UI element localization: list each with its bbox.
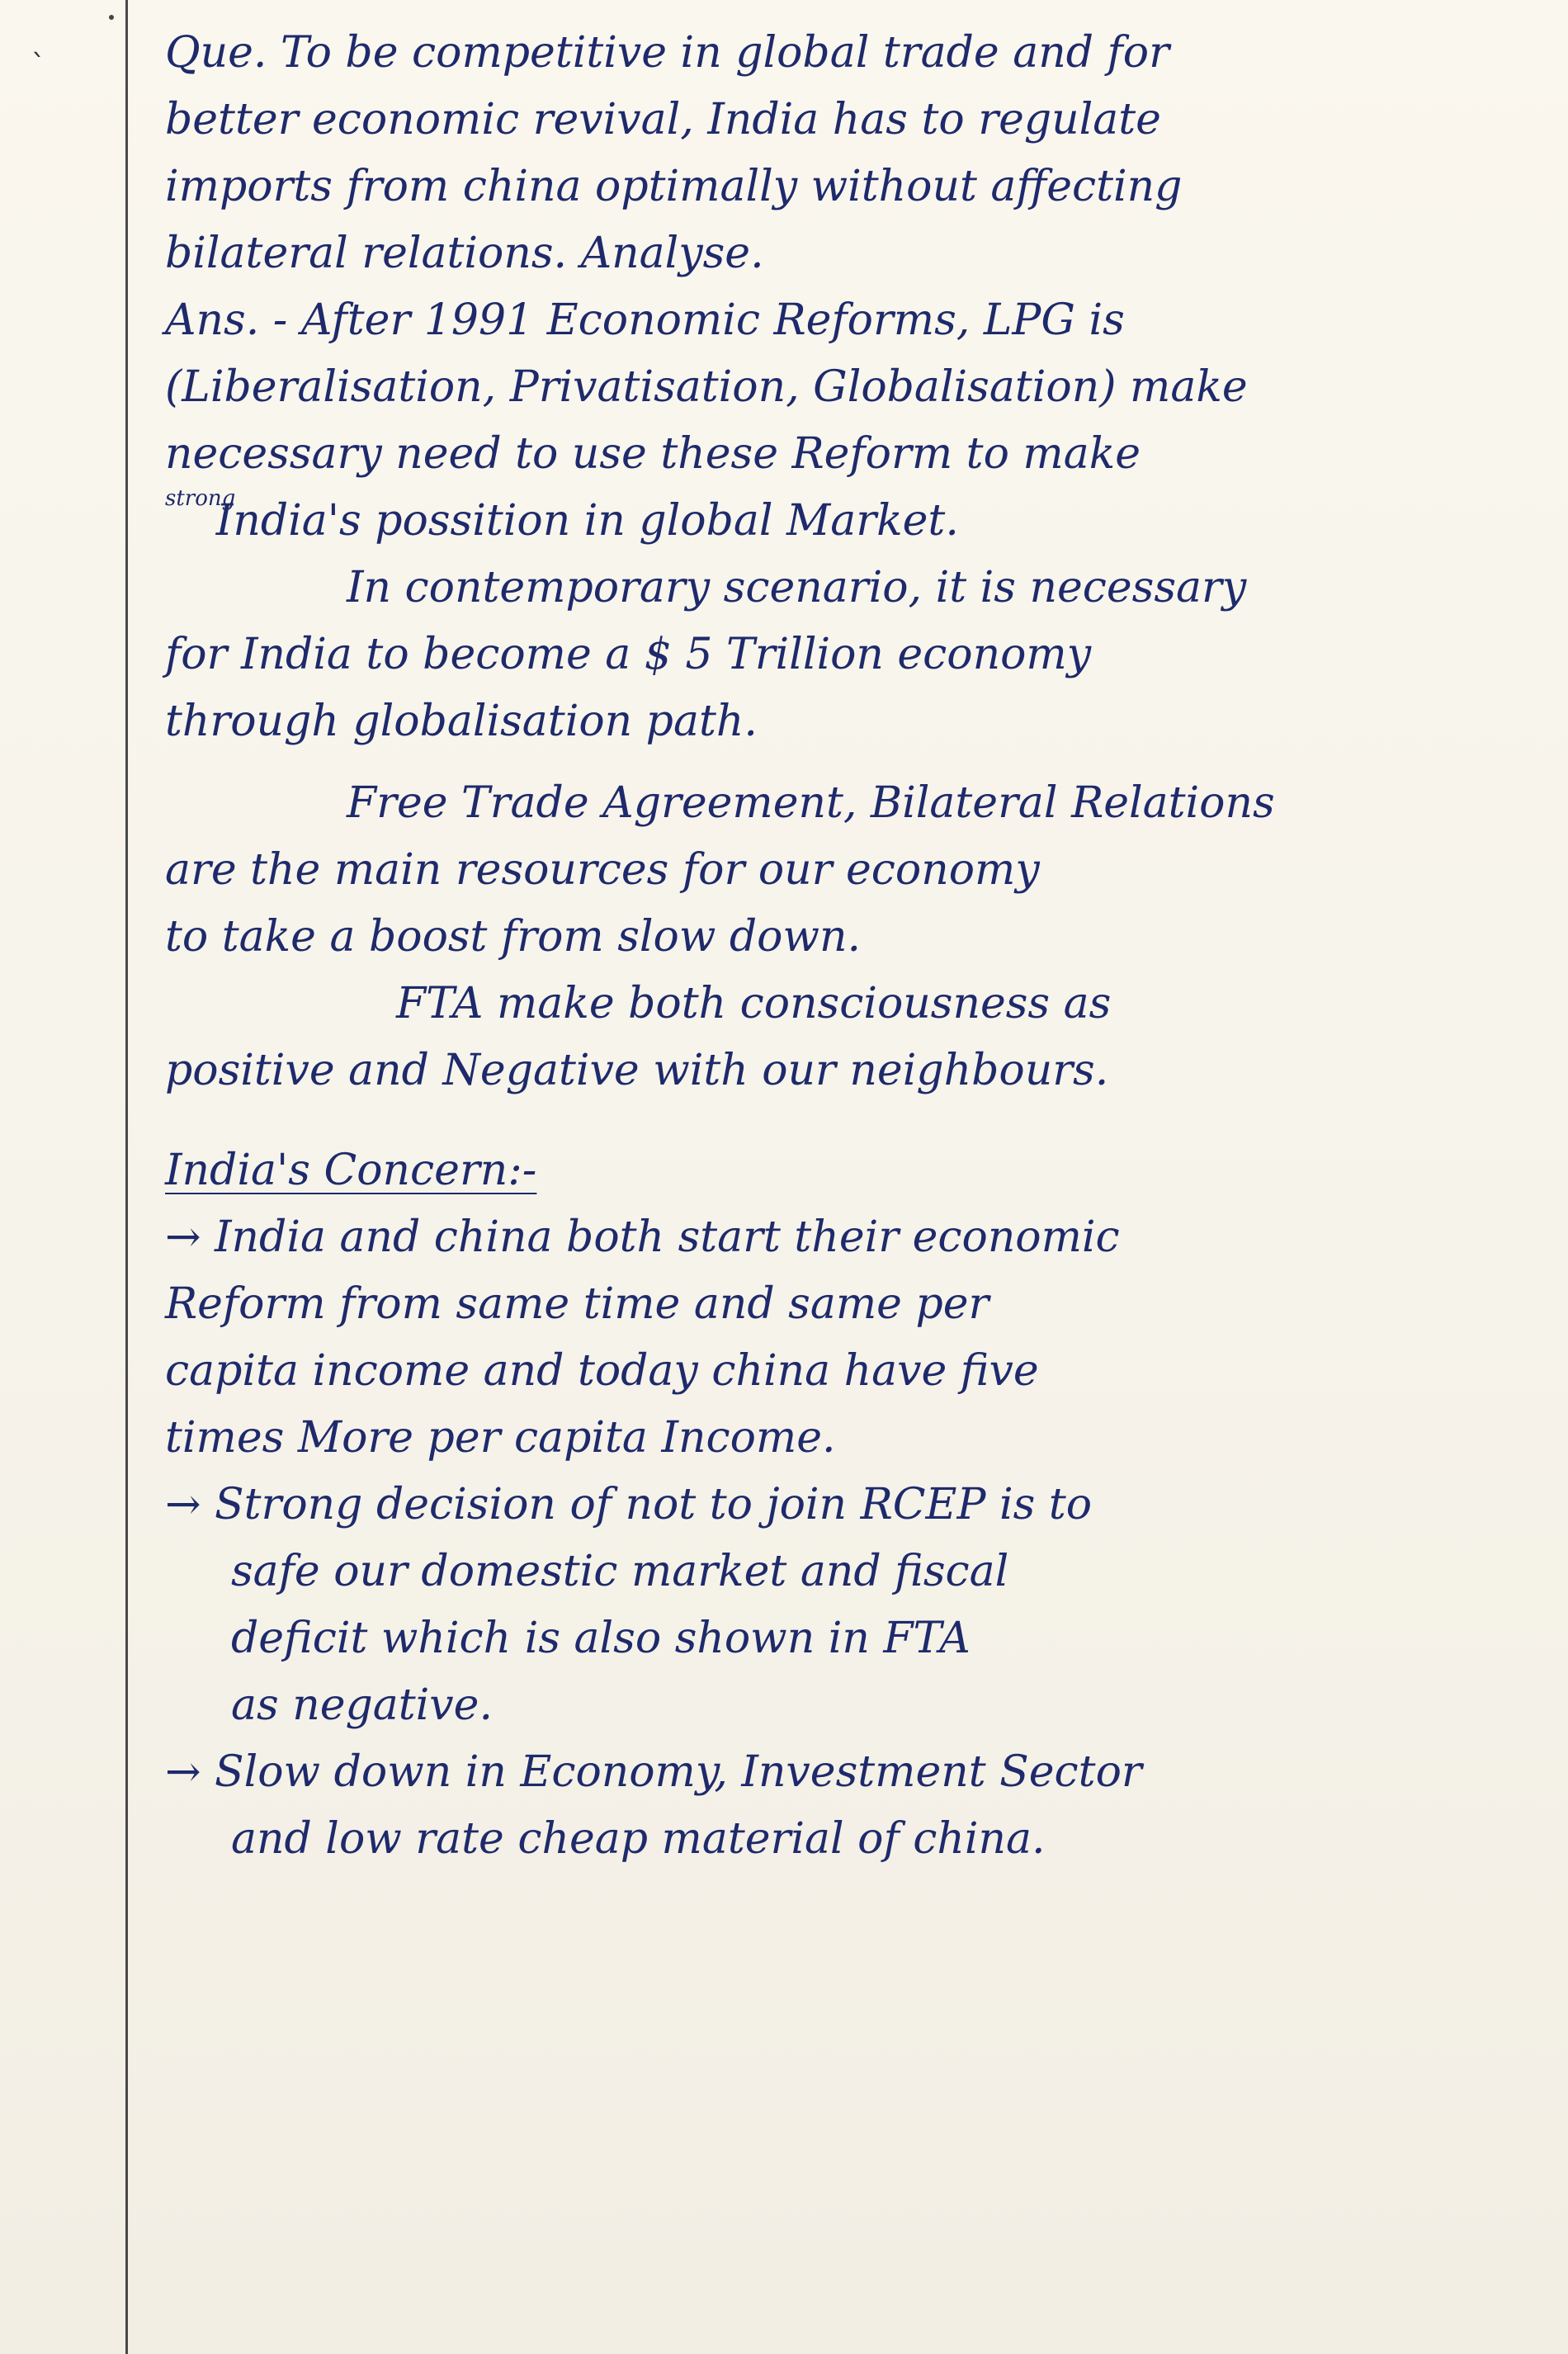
answer-line: are the main resources for our economy	[165, 845, 1040, 895]
bullet-first-line	[165, 1204, 1518, 1271]
question-block	[165, 20, 1518, 287]
concern-heading	[165, 1137, 1518, 1204]
bullet-line: times More per capita Income.	[165, 1413, 836, 1463]
bullet-line: capita income and today china have five	[165, 1346, 1039, 1396]
corner-dot	[109, 15, 114, 20]
answer-paragraph-3	[165, 770, 1518, 971]
bullet-line: as negative.	[231, 1680, 493, 1730]
bullet-line: safe our domestic market and fiscal	[231, 1547, 1009, 1596]
bullet-line: deficit which is also shown in FTA	[231, 1614, 971, 1663]
concern-section	[165, 1137, 1518, 1873]
bullet-line: Reform from same time and same per	[165, 1279, 989, 1329]
bullet-text: India and china both start their economic	[215, 1212, 1120, 1262]
bullet-text: Strong decision of not to join RCEP is to	[215, 1480, 1093, 1529]
bullet-line: and low rate cheap material of china.	[231, 1814, 1046, 1864]
answer-line: for India to become a $ 5 Trillion economy	[165, 630, 1092, 679]
bullet-first-line	[165, 1472, 1518, 1539]
handwritten-answer	[165, 20, 1518, 1873]
answer-line: Ans. - After 1991 Economic Reforms, LPG is	[165, 295, 1125, 345]
question-line: better economic revival, India has to regulate	[165, 95, 1161, 144]
question-line: Que. To be competitive in global trade and for	[165, 28, 1169, 78]
answer-line: positive and Negative with our neighbours.	[165, 1046, 1109, 1095]
concern-heading-text: India's Concern:-	[165, 1146, 537, 1195]
question-line: bilateral relations. Analyse.	[165, 229, 764, 278]
arrow-bullet-icon: →	[165, 1747, 201, 1797]
answer-line: to take a boost from slow down.	[165, 912, 862, 962]
bullet-first-line	[165, 1739, 1518, 1806]
answer-line: In contemporary scenario, it is necessary	[347, 563, 1247, 612]
answer-line: necessary need to use these Reform to make	[165, 429, 1141, 479]
answer-paragraph-2	[165, 555, 1518, 755]
answer-line: FTA make both consciousness as	[396, 979, 1112, 1028]
answer-intro	[165, 287, 1518, 555]
margin-line	[125, 0, 128, 2354]
question-line: imports from china optimally without affecting	[165, 162, 1183, 211]
concern-bullet	[165, 1739, 1518, 1873]
answer-line	[165, 488, 1518, 555]
concern-bullet	[165, 1204, 1518, 1472]
arrow-bullet-icon: →	[165, 1212, 201, 1262]
concern-bullet	[165, 1472, 1518, 1739]
answer-line-text: India's possition in global Market.	[215, 496, 959, 546]
answer-line: through globalisation path.	[165, 697, 758, 746]
answer-line: Free Trade Agreement, Bilateral Relations	[347, 778, 1275, 828]
inserted-word: strong	[165, 486, 236, 511]
arrow-bullet-icon: →	[165, 1480, 201, 1529]
bullet-text: Slow down in Economy, Investment Sector	[215, 1747, 1142, 1797]
answer-paragraph-4	[165, 971, 1518, 1104]
answer-line: (Liberalisation, Privatisation, Globalisation) make	[165, 362, 1248, 412]
corner-tick-mark: ˎ	[31, 25, 45, 58]
